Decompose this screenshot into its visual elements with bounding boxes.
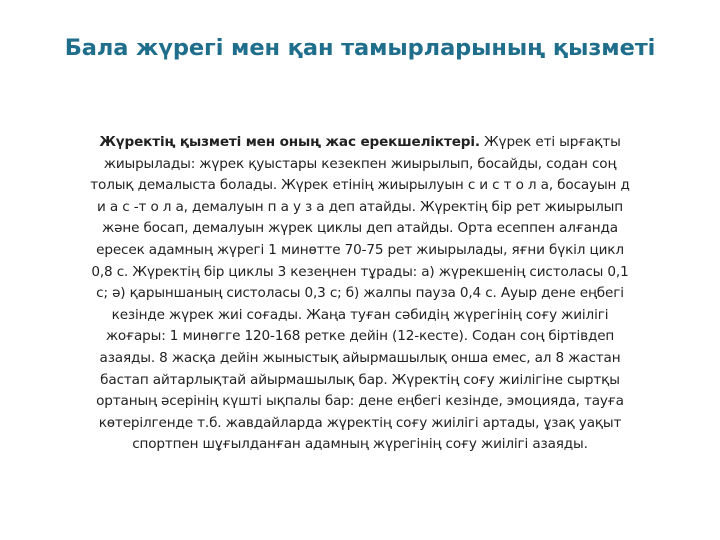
body-line: с; ә) қарыншаның систоласы 0,3 с; б) жалпы пауза 0,4 с. Ауыр дене еңбегі [96, 285, 624, 302]
body-line: жоғары: 1 минөгге 120-168 ретке дейін (12-кесте). Содан соң біртівдеп [105, 328, 615, 345]
body-line: жиырылады: жүрек қуыстары кезекпен жиырылып, босайды, содан соң [103, 155, 617, 172]
body-line: ортаның әсерінің күшті ықпалы бар: дене еңбегі кезінде, эмоцияда, тауға [96, 393, 624, 410]
body-line: кезінде жүрек жиі соғады. Жаңа туған сәбидің жүрегінің соғу жиілігі [111, 306, 609, 323]
slide-body [24, 132, 696, 456]
body-line: спортпен шұғылданған адамның жүрегінің соғу жиілігі азаяды. [132, 436, 588, 453]
slide-title: Бала жүрегі мен қан тамырларының қызметі [64, 35, 656, 61]
body-line [24, 132, 696, 154]
body-line: бастап айтарлықтай айырмашылық бар. Жүректің соғу жиілігіне сыртқы [100, 371, 620, 388]
body-line: 0,8 с. Жүректің бір циклы 3 кезеңнен тұрады: а) жүрекшенің систоласы 0,1 [91, 263, 629, 280]
body-line: азаяды. 8 жасқа дейін жыныстық айырмашылық онша емес, ал 8 жастан [99, 349, 621, 366]
body-line: көтерілгенде т.б. жавдайларда жүректің соғу жиілігі артады, ұзақ уақыт [98, 414, 622, 431]
body-line-text: Жүрек еті ырғақты [479, 134, 621, 150]
body-line: және босап, демалуын жүрек циклы деп атайды. Орта есеппен алғанда [102, 220, 618, 237]
body-line: толық демалыста болады. Жүрек етінің жиырылуын с и с т о л а, босауын д [90, 177, 630, 194]
body-line: ересек адамның жүрегі 1 минөтте 70-75 рет жиырылады, яғни бүкіл цикл [96, 241, 624, 258]
body-line: и а с -т о л а, демалуын п а у з а деп атайды. Жүректің бір рет жиырылып [97, 198, 623, 215]
lead-heading: Жүректің қызметі мен оның жас ерекшеліктері. [99, 134, 480, 150]
